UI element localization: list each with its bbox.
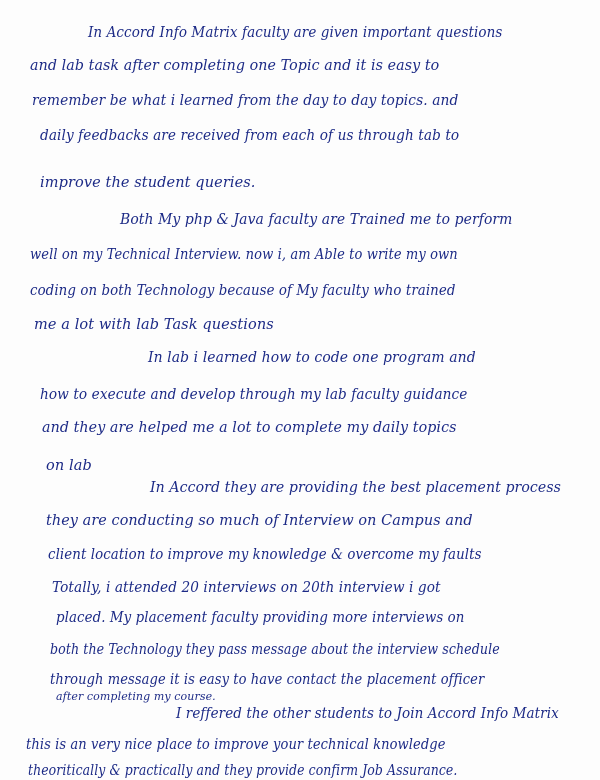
text-line: after completing my course. [56, 690, 216, 703]
text-line: placed. My placement faculty providing more interviews on [56, 610, 465, 626]
text-line: theoritically & practically and they provide confirm Job Assurance. [28, 763, 458, 779]
text-line: through message it is easy to have contact the placement officer [50, 672, 485, 688]
text-line: In lab i learned how to code one program and [148, 350, 476, 366]
text-line: how to execute and develop through my lab faculty guidance [40, 387, 468, 403]
text-line: they are conducting so much of Interview on Campus and [46, 513, 473, 529]
text-line: well on my Technical Interview. now i, am Able to write my own [30, 247, 458, 263]
text-line: improve the student queries. [40, 175, 256, 191]
text-line: me a lot with lab Task questions [34, 317, 274, 333]
text-line: and they are helped me a lot to complete my daily topics [42, 420, 457, 436]
text-line: and lab task after completing one Topic and it is easy to [30, 58, 440, 74]
text-line: client location to improve my knowledge & overcome my faults [48, 547, 482, 563]
text-line: Totally, i attended 20 interviews on 20th interview i got [52, 580, 441, 596]
text-line: remember be what i learned from the day to day topics. and [32, 93, 459, 109]
text-line: this is an very nice place to improve your technical knowledge [26, 737, 446, 753]
text-line: daily feedbacks are received from each of us through tab to [40, 128, 460, 144]
text-line: I reffered the other students to Join Accord Info Matrix [176, 706, 559, 722]
text-line: In Accord Info Matrix faculty are given important questions [88, 25, 503, 41]
text-line: Both My php & Java faculty are Trained me to perform [120, 212, 513, 228]
text-line: on lab [46, 458, 92, 474]
text-line: coding on both Technology because of My faculty who trained [30, 283, 456, 299]
text-line: both the Technology they pass message about the interview schedule [50, 642, 500, 658]
text-line: In Accord they are providing the best placement process [150, 480, 561, 496]
